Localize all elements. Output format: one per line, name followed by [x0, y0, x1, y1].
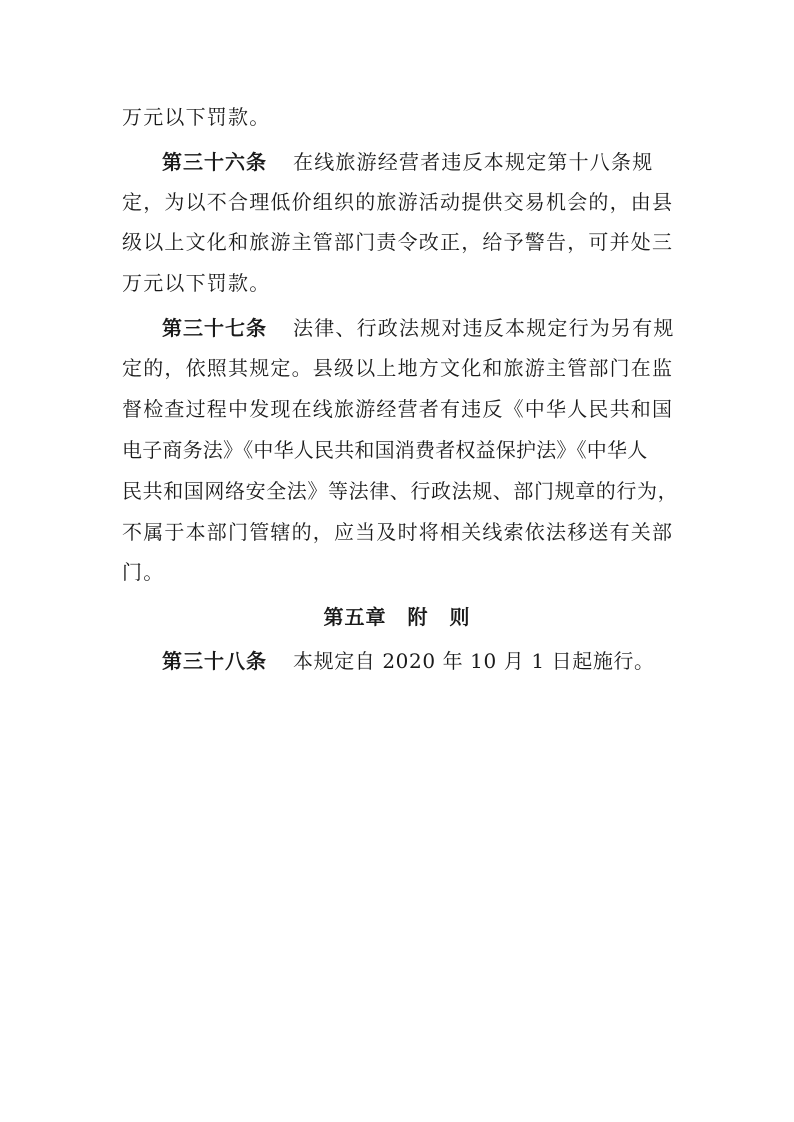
paragraph-line — [0, 430, 794, 470]
article-37-text: 定的，依照其规定。县级以上地方文化和旅游主管部门在监 — [122, 356, 674, 380]
article-35-tail: 万元以下罚款。 — [122, 105, 271, 129]
chapter-heading-line — [0, 597, 794, 637]
paragraph-line — [0, 389, 794, 429]
paragraph-line — [0, 308, 794, 348]
paragraph-line — [0, 97, 794, 137]
paragraph-line — [0, 222, 794, 262]
article-36-text: 万元以下罚款。 — [122, 271, 271, 295]
paragraph-line — [0, 142, 794, 182]
article-36-text: 级以上文化和旅游主管部门责令改正，给予警告，可并处三 — [122, 230, 674, 254]
article-37-heading: 第三十七条 — [162, 316, 267, 340]
article-38-heading: 第三十八条 — [162, 649, 267, 673]
paragraph-line — [0, 263, 794, 303]
paragraph-line — [0, 512, 794, 552]
article-38-text: 本规定自 2020 年 10 月 1 日起施行。 — [293, 649, 655, 673]
article-37-text: 督检查过程中发现在线旅游经营者有违反《中华人民共和国 — [122, 397, 674, 421]
article-37-text: 门。 — [122, 560, 165, 584]
article-37-text: 不属于本部门管辖的，应当及时将相关线索依法移送有关部 — [122, 520, 674, 544]
article-36-text: 定，为以不合理低价组织的旅游活动提供交易机会的，由县 — [122, 190, 674, 214]
article-37-text: 民共和国网络安全法》等法律、行政法规、部门规章的行为， — [122, 479, 679, 503]
paragraph-line — [0, 552, 794, 592]
paragraph-line — [0, 348, 794, 388]
chapter-5-title: 第五章 附 则 — [323, 605, 471, 629]
article-37-text: 法律、行政法规对违反本规定行为另有规 — [293, 316, 675, 340]
paragraph-line — [0, 182, 794, 222]
paragraph-line — [0, 471, 794, 511]
article-36-heading: 第三十六条 — [162, 150, 267, 174]
paragraph-line — [0, 641, 794, 681]
article-37-text: 电子商务法》《中华人民共和国消费者权益保护法》《中华人 — [122, 438, 648, 462]
article-36-text: 在线旅游经营者违反本规定第十八条规 — [293, 150, 654, 174]
